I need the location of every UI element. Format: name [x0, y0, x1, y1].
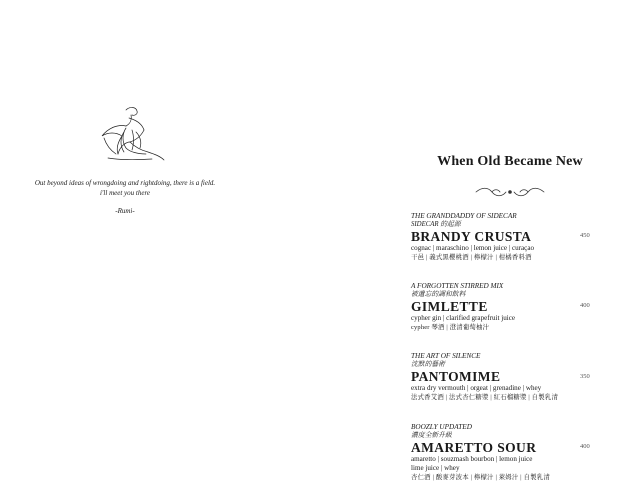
item-tagline-zh: 濃度全新升級: [411, 431, 452, 439]
item-tagline: BOOZLY UPDATED: [411, 423, 472, 431]
item-ingredients-zh: 杏仁酒 | 酸麥芽波本 | 檸檬汁 | 萊姆汁 | 自製乳清: [411, 473, 550, 481]
quote: [10, 179, 240, 217]
dancer-illustration: [96, 102, 166, 162]
item-ingredients: cypher gin | clarified grapefruit juice: [411, 313, 516, 322]
item-ingredients-line2: lime juice | whey: [411, 463, 460, 472]
item-price: 400: [580, 443, 590, 450]
item-ingredients: cognac | maraschino | lemon juice | curaçao: [411, 243, 535, 252]
item-ingredients-zh: cypher 琴酒 | 澄清葡萄柚汁: [411, 323, 490, 331]
item-price: 400: [580, 302, 590, 309]
item-name: PANTOMIME: [411, 368, 501, 384]
ornament-divider: [474, 186, 546, 198]
quote-text-line2: i'll meet you there: [99, 188, 151, 197]
quote-author: -Rumi-: [115, 207, 135, 215]
item-tagline-zh: 沈默的藝術: [411, 360, 445, 368]
menu-title: When Old Became New: [437, 154, 583, 169]
item-price: 350: [580, 373, 590, 380]
item-tagline-zh: SIDECAR 的起源: [411, 220, 461, 228]
item-name: BRANDY CRUSTA: [411, 228, 532, 244]
item-ingredients: amaretto | souzmash bourbon | lemon juice: [411, 454, 533, 463]
item-tagline: A FORGOTTEN STIRRED MIX: [411, 282, 504, 290]
item-tagline-zh: 被遺忘的調和飲料: [411, 290, 466, 298]
item-tagline: THE ART OF SILENCE: [411, 352, 481, 360]
item-name: GIMLETTE: [411, 298, 488, 314]
item-tagline: THE GRANDDADDY OF SIDECAR: [411, 212, 517, 220]
quote-text: Out beyond ideas of wrongdoing and rightdoing, there is a field.: [34, 179, 216, 187]
item-ingredients-zh: 法式香艾酒 | 法式杏仁糖漿 | 紅石榴糖漿 | 自製乳清: [411, 393, 559, 401]
menu-item-amaretto-sour: [411, 423, 611, 482]
item-ingredients: extra dry vermouth | orgeat | grenadine | whey: [411, 383, 542, 392]
item-price: 450: [580, 232, 590, 239]
item-name: AMARETTO SOUR: [411, 439, 537, 455]
item-ingredients-zh: 干邑 | 義式黑櫻桃酒 | 檸檬汁 | 柑橘香料酒: [411, 253, 532, 261]
